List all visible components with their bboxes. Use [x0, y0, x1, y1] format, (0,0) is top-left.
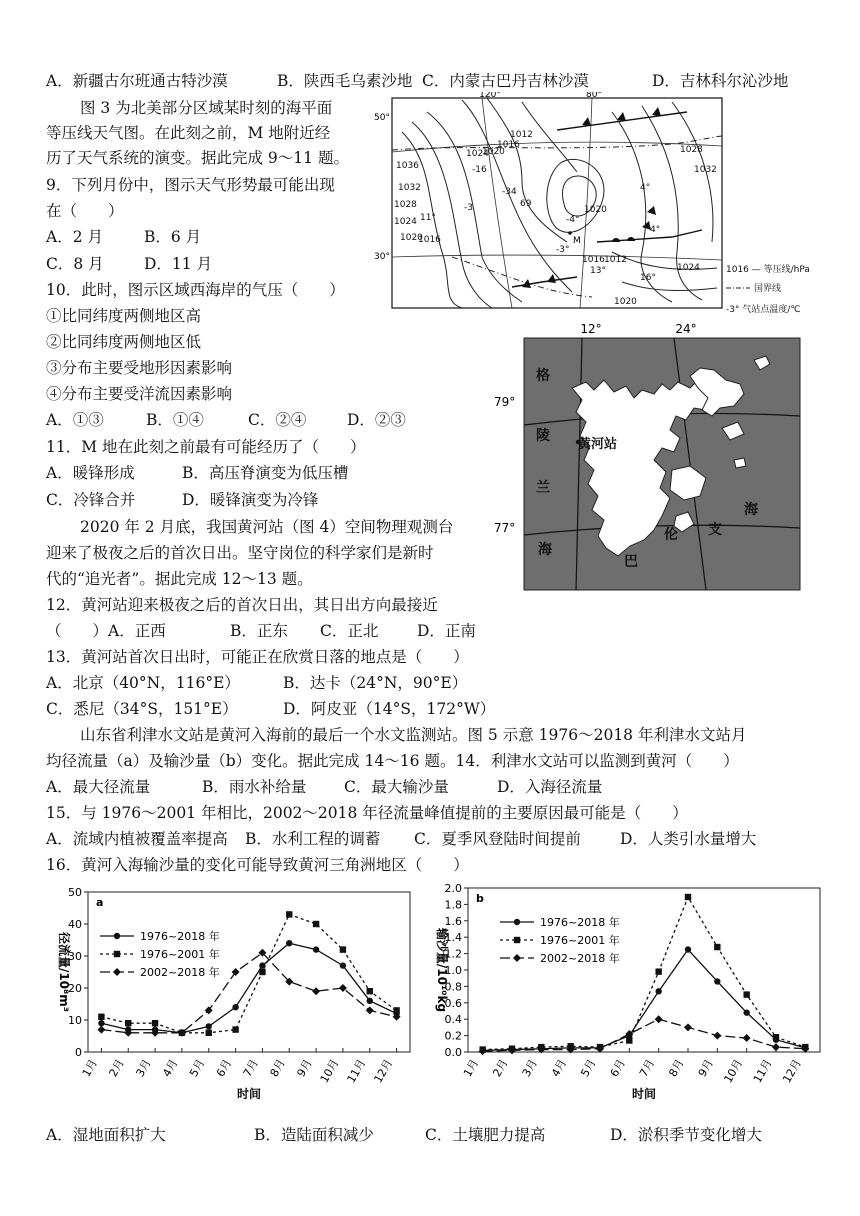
data-point: [772, 1043, 780, 1051]
temp-label: 4°: [640, 183, 651, 193]
q10-item-3: ③分布主要受地形因素影响: [46, 359, 233, 377]
legend-temp: -3° 气站点温度/℃: [726, 305, 801, 315]
q9-option-c: C．8 月: [46, 255, 104, 273]
x-tick-label: 4月: [160, 1057, 181, 1080]
data-point: [313, 946, 319, 952]
data-point: [367, 998, 373, 1004]
q10-stem: 10．此时，图示区域西海岸的气压（ ）: [46, 281, 345, 299]
q13-option-c: C．悉尼（34°S，151°E）: [46, 700, 238, 718]
temp-label: 16°: [640, 273, 656, 283]
map3-lon-80: 80°: [586, 92, 602, 100]
legend-border: 国界线: [754, 284, 782, 294]
q10-item-1: ①比同纬度两侧地区高: [46, 307, 202, 325]
map4-lat-79: 79°: [494, 395, 516, 409]
q13-option-a: A．北京（40°N，116°E）: [46, 674, 240, 692]
intro-9-11-line3: 历了天气系统的演变。据此完成 9～11 题。: [46, 149, 349, 167]
y-tick-label: 0.8: [444, 980, 462, 994]
temp-label: 4°: [650, 225, 661, 235]
q11-option-a: A．暖锋形成: [46, 464, 135, 482]
plot-frame: [468, 888, 820, 1052]
temp-label: -4°: [566, 215, 580, 225]
series-line: [483, 1019, 806, 1051]
q13-stem: 13．黄河站首次日出时，可能正在欣赏日落的地点是（ ）: [46, 648, 469, 666]
temp-label: -16: [472, 165, 487, 175]
q13-option-b: B．达卡（24°N，90°E）: [283, 674, 468, 692]
data-point: [125, 1020, 131, 1026]
q14-option-b: B．雨水补给量: [202, 778, 307, 796]
plot-frame: [88, 892, 410, 1052]
isobar-label: 1020: [482, 147, 505, 157]
figure-3-weather-map: [372, 92, 834, 316]
temp-label: -3: [464, 203, 473, 213]
figure-4-svalbard-map: [494, 320, 804, 592]
x-tick-label: 9月: [695, 1057, 716, 1080]
q11-option-c: C．冷锋合并: [46, 491, 136, 509]
isobar-label: 1036: [396, 161, 419, 171]
data-point: [743, 1009, 749, 1015]
isobar-label: 1012: [510, 130, 533, 140]
q12-option-c: C．正北: [320, 622, 379, 640]
data-point: [655, 988, 661, 994]
x-tick-label: 11月: [344, 1057, 369, 1086]
intro-14-16-line2: 均径流量（a）及输沙量（b）变化。据此完成 14～16 题。14．利津水文站可以监测到黄河（ ）: [46, 752, 739, 770]
data-point: [205, 1006, 213, 1014]
series-line: [101, 953, 396, 1033]
isobar-label: 1016: [497, 140, 520, 150]
x-tick-label: 1月: [79, 1057, 101, 1080]
x-tick-label: 4月: [549, 1057, 570, 1080]
sea-label: 海: [538, 542, 552, 558]
panel-letter: b: [476, 892, 484, 905]
isobar-label: 1032: [694, 165, 717, 175]
data-point: [340, 946, 346, 952]
data-point: [312, 987, 320, 995]
q12-stem: 12．黄河站迎来极夜之后的首次日出，其日出方向最接近: [46, 596, 438, 614]
sea-label: 海: [744, 502, 758, 518]
data-point: [340, 962, 346, 968]
q10-option-c: C．②④: [248, 411, 307, 429]
isobar-label: 1016: [418, 235, 441, 245]
legend-marker: [114, 933, 120, 939]
x-tick-label: 2月: [106, 1057, 127, 1080]
sea-label: 兰: [536, 480, 550, 496]
x-tick-label: 3月: [519, 1057, 540, 1080]
intro-12-13-line2: 迎来了极夜之后的首次日出。坚守岗位的科学家们是新时: [46, 544, 434, 562]
isobar-label: 1028: [680, 145, 703, 155]
data-point: [98, 1020, 104, 1026]
map3-lat-50: 50°: [374, 113, 390, 123]
isobar-label: 1024: [677, 263, 700, 273]
data-point: [97, 1026, 105, 1034]
y-axis-label: 径流量/10⁸m³: [57, 931, 71, 1013]
q12-option-a: （ ）A．正西: [46, 622, 166, 640]
q16-stem: 16．黄河入海输沙量的变化可能导致黄河三角洲地区（ ）: [46, 856, 469, 874]
isobar-label: 1028: [394, 200, 417, 210]
q9-option-d: D．11 月: [144, 255, 213, 273]
legend-marker: [514, 919, 520, 925]
x-axis-label: 时间: [236, 1087, 262, 1101]
temp-label: 69: [520, 199, 532, 209]
q9-option-a: A．2 月: [46, 228, 103, 246]
q13-option-d: D．阿皮亚（14°S，172°W）: [283, 700, 496, 718]
legend-marker: [113, 968, 121, 976]
station-label: 黄河站: [578, 437, 618, 452]
intro-9-11-line1: 图 3 为北美部分区域某时刻的海平面: [80, 99, 333, 117]
x-tick-label: 5月: [578, 1057, 599, 1080]
legend-label: 1976~2001 年: [540, 934, 620, 947]
sea-label: 支: [708, 522, 722, 538]
q8-option-b: B．陕西毛乌素沙地: [277, 72, 413, 90]
legend-label: 1976~2001 年: [140, 948, 220, 961]
x-tick-label: 9月: [294, 1057, 315, 1080]
data-point: [393, 1007, 399, 1013]
intro-14-16-line1: 山东省利津水文站是黄河入海前的最后一个水文监测站。图 5 示意 1976～2018 年利津水文站月: [80, 726, 747, 744]
isobar-label: 1016: [582, 255, 605, 265]
x-tick-label: 7月: [240, 1057, 262, 1080]
y-tick-label: 50: [68, 886, 82, 899]
data-point: [152, 1020, 158, 1026]
map3-lon-120: 120°: [479, 92, 501, 100]
q10-option-a: A．①③: [46, 411, 104, 429]
q15-option-c: C．夏季风登陆时间提前: [414, 830, 581, 848]
data-point: [713, 1032, 721, 1040]
q14-option-d: D．入海径流量: [497, 778, 603, 796]
legend-marker: [513, 954, 521, 962]
data-point: [286, 911, 292, 917]
sea-label: 伦: [664, 527, 678, 543]
data-point: [655, 1015, 663, 1023]
y-tick-label: 1.2: [444, 947, 462, 961]
map4-lon-12: 12°: [580, 322, 602, 336]
isobar-label: 1024: [394, 217, 417, 227]
data-point: [685, 946, 691, 952]
y-tick-label: 1.8: [444, 898, 462, 912]
sea-label: 陵: [536, 428, 550, 444]
data-point: [313, 921, 319, 927]
x-tick-label: 8月: [267, 1057, 288, 1080]
y-tick-label: 1.4: [444, 931, 462, 945]
isobar-label: 1012: [604, 255, 627, 265]
data-point: [232, 1026, 238, 1032]
x-tick-label: 7月: [637, 1057, 658, 1080]
q10-item-4: ④分布主要受洋流因素影响: [46, 385, 233, 403]
q16-option-b: B．造陆面积减少: [254, 1126, 374, 1144]
legend-isobar: 1016 — 等压线/hPa: [726, 265, 810, 275]
q15-option-a: A．流域内植被覆盖率提高: [46, 830, 228, 848]
q15-option-d: D．人类引水量增大: [620, 830, 757, 848]
data-point: [367, 988, 373, 994]
map3-lat-30: 30°: [374, 252, 390, 262]
q15-stem: 15．与 1976～2001 年相比，2002～2018 年径流量峰值提前的主要原因最可能是（ ）: [46, 804, 688, 822]
y-tick-label: 0.0: [444, 1046, 462, 1059]
data-point: [232, 968, 240, 976]
series-line: [483, 950, 806, 1051]
q14-option-c: C．最大输沙量: [344, 778, 449, 796]
q8-option-a: A．新疆古尔班通古特沙漠: [46, 72, 228, 90]
x-tick-label: 11月: [750, 1057, 775, 1086]
isobar-label: 1032: [398, 183, 421, 193]
x-axis-label: 时间: [631, 1087, 657, 1101]
chart-a-runoff: [46, 880, 416, 1120]
q14-option-a: A．最大径流量: [46, 778, 151, 796]
x-tick-label: 8月: [666, 1057, 687, 1080]
legend-marker: [114, 951, 120, 957]
q9-option-b: B．6 月: [144, 228, 202, 246]
x-tick-label: 2月: [490, 1057, 511, 1080]
temp-label: 11°: [420, 213, 436, 223]
x-tick-label: 5月: [187, 1057, 208, 1080]
q10-option-d: D．②③: [347, 411, 406, 429]
map4-lat-77: 77°: [494, 521, 516, 535]
data-point: [743, 1034, 751, 1042]
data-point: [655, 968, 661, 974]
data-point: [98, 1014, 104, 1020]
map4-lon-24: 24°: [675, 322, 697, 336]
data-point: [626, 1037, 632, 1043]
y-tick-label: 10: [68, 1014, 82, 1027]
q11-stem: 11．M 地在此刻之前最有可能经历了（ ）: [46, 438, 366, 456]
intro-12-13-line1: 2020 年 2 月底，我国黄河站（图 4）空间物理观测台: [80, 518, 454, 536]
q15-option-b: B．水利工程的调蓄: [245, 830, 381, 848]
x-tick-label: 6月: [607, 1057, 628, 1080]
isobar-label: 1024: [466, 149, 489, 159]
q11-option-d: D．暖锋演变为冷锋: [182, 491, 319, 509]
y-tick-label: 0.4: [444, 1013, 462, 1027]
data-point: [206, 1030, 212, 1036]
panel-letter: a: [96, 896, 104, 909]
x-tick-label: 12月: [371, 1057, 396, 1086]
data-point: [232, 1004, 238, 1010]
intro-9-11-line2: 等压线天气图。在此刻之前，M 地附近经: [46, 124, 331, 142]
y-tick-label: 0: [75, 1046, 82, 1059]
x-tick-label: 1月: [461, 1057, 482, 1080]
sea-label: 格: [536, 368, 550, 384]
data-point: [743, 991, 749, 997]
chart-b-sediment: [426, 880, 826, 1120]
y-tick-label: 2.0: [444, 882, 462, 895]
x-tick-label: 10月: [317, 1057, 342, 1086]
legend-marker: [514, 937, 520, 943]
legend-label: 2002~2018 年: [140, 966, 220, 979]
y-tick-label: 1.0: [444, 964, 462, 977]
y-tick-label: 40: [68, 918, 82, 931]
x-tick-label: 12月: [780, 1057, 804, 1086]
q16-option-c: C．土壤肥力提高: [425, 1126, 546, 1144]
isobar-label: 1020: [614, 297, 637, 307]
x-tick-label: 10月: [721, 1057, 746, 1086]
q12-option-d: D．正南: [417, 622, 476, 640]
series-line: [483, 897, 806, 1050]
data-point: [259, 969, 265, 975]
legend-label: 1976~2018 年: [140, 930, 220, 943]
q9-stem-line1: 9．下列月份中，图示天气形势最可能出现: [46, 176, 335, 194]
sea-label: 巴: [624, 554, 638, 570]
legend-label: 1976~2018 年: [540, 916, 620, 929]
data-point: [773, 1034, 779, 1040]
data-point: [684, 1023, 692, 1031]
data-point: [714, 944, 720, 950]
temp-label: -3°: [556, 245, 570, 255]
q16-option-a: A．湿地面积扩大: [46, 1126, 166, 1144]
q16-option-d: D．淤积季节变化增大: [610, 1126, 762, 1144]
q10-item-2: ②比同纬度两侧地区低: [46, 333, 202, 351]
temp-label: -34: [502, 187, 517, 197]
data-point: [366, 1006, 374, 1014]
isobar-label: 1020: [584, 205, 607, 215]
y-tick-label: 20: [68, 982, 82, 995]
isobar-label: 1020: [400, 233, 423, 243]
q12-option-b: B．正东: [230, 622, 288, 640]
legend-label: 2002~2018 年: [540, 952, 620, 965]
y-tick-label: 30: [68, 950, 82, 963]
y-axis-label: 输沙量/10¹⁰kg: [435, 927, 449, 1013]
y-tick-label: 1.6: [444, 914, 462, 928]
q8-option-c: C．内蒙古巴丹吉林沙漠: [422, 72, 589, 90]
q10-option-b: B．①④: [146, 411, 204, 429]
y-tick-label: 0.2: [444, 1029, 462, 1043]
map3-point-m: M: [573, 236, 581, 246]
q11-option-b: B．高压脊演变为低压槽: [182, 464, 349, 482]
y-tick-label: 0.6: [444, 996, 462, 1010]
data-point: [714, 978, 720, 984]
data-point: [206, 1023, 212, 1029]
intro-12-13-line3: 代的“追光者”。据此完成 12～13 题。: [46, 570, 313, 588]
q9-stem-line2: 在（ ）: [46, 202, 124, 220]
temp-label: 13°: [590, 266, 606, 276]
q8-option-d: D．吉林科尔沁沙地: [652, 72, 789, 90]
data-point: [685, 894, 691, 900]
x-tick-label: 3月: [133, 1057, 154, 1080]
data-point: [286, 940, 292, 946]
x-tick-label: 6月: [213, 1057, 235, 1080]
